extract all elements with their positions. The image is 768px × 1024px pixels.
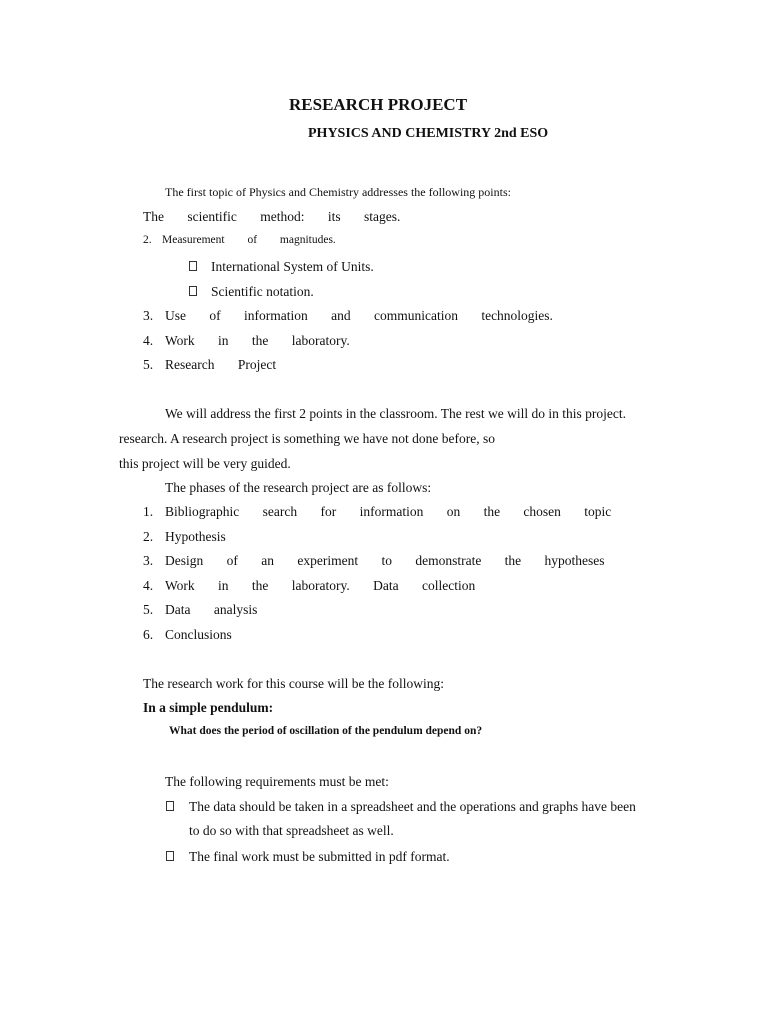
phase-6-marker: 6. (143, 627, 154, 642)
requirement-1-line-2: to do so with that spreadsheet as well. (189, 823, 394, 838)
requirement-1-line-1: The data should be taken in a spreadsheet and the operations and graphs have been (189, 799, 636, 814)
checkbox-icon (166, 801, 174, 811)
paragraph-line-1: We will address the first 2 points in the classroom. The rest we will do in this project. (165, 406, 626, 421)
phase-3: Design of an experiment to demonstrate the hypotheses (165, 553, 605, 568)
phase-2: Hypothesis (165, 529, 226, 544)
phase-1-marker: 1. (143, 504, 154, 519)
document-title: RESEARCH PROJECT (289, 95, 468, 114)
phase-2-marker: 2. (143, 529, 154, 544)
phase-4-marker: 4. (143, 578, 154, 593)
phase-5-marker: 5. (143, 602, 154, 617)
requirement-2: The final work must be submitted in pdf format. (189, 849, 450, 864)
phases-intro: The phases of the research project are as follows: (165, 480, 432, 495)
topic-point-3-marker: 3. (143, 308, 154, 323)
phase-6: Conclusions (165, 627, 232, 642)
phase-1: Bibliographic search for information on the chosen topic (165, 504, 612, 519)
pendulum-question: What does the period of oscillation of the pendulum depend on? (169, 725, 483, 737)
checkbox-icon (166, 851, 174, 861)
document-subtitle: PHYSICS AND CHEMISTRY 2nd ESO (308, 126, 549, 141)
requirements-intro: The following requirements must be met: (165, 774, 389, 789)
topic-point-5-marker: 5. (143, 357, 154, 372)
intro-text: The first topic of Physics and Chemistry addresses the following points: (165, 185, 511, 199)
sub-point-scientific-notation: Scientific notation. (211, 284, 314, 299)
topic-point-5: Research Project (165, 357, 277, 372)
paragraph-line-3: this project will be very guided. (119, 456, 291, 471)
topic-point-2-marker: 2. (143, 234, 152, 246)
phase-5: Data analysis (165, 602, 258, 617)
checkbox-icon (189, 286, 197, 296)
phase-3-marker: 3. (143, 553, 154, 568)
sub-point-si-units: International System of Units. (211, 259, 374, 274)
topic-point-2: Measurement of magnitudes. (162, 234, 336, 246)
phase-4: Work in the laboratory. Data collection (165, 578, 476, 593)
topic-point-4-marker: 4. (143, 333, 154, 348)
paragraph-line-2: research. A research project is something we have not done before, so (119, 431, 495, 446)
topic-point-4: Work in the laboratory. (165, 333, 350, 348)
pendulum-heading: In a simple pendulum: (143, 700, 274, 715)
topic-point-1: The scientific method: its stages. (143, 209, 401, 224)
checkbox-icon (189, 261, 197, 271)
course-work-text: The research work for this course will be the following: (143, 676, 445, 691)
topic-point-3: Use of information and communication technologies. (165, 308, 553, 323)
